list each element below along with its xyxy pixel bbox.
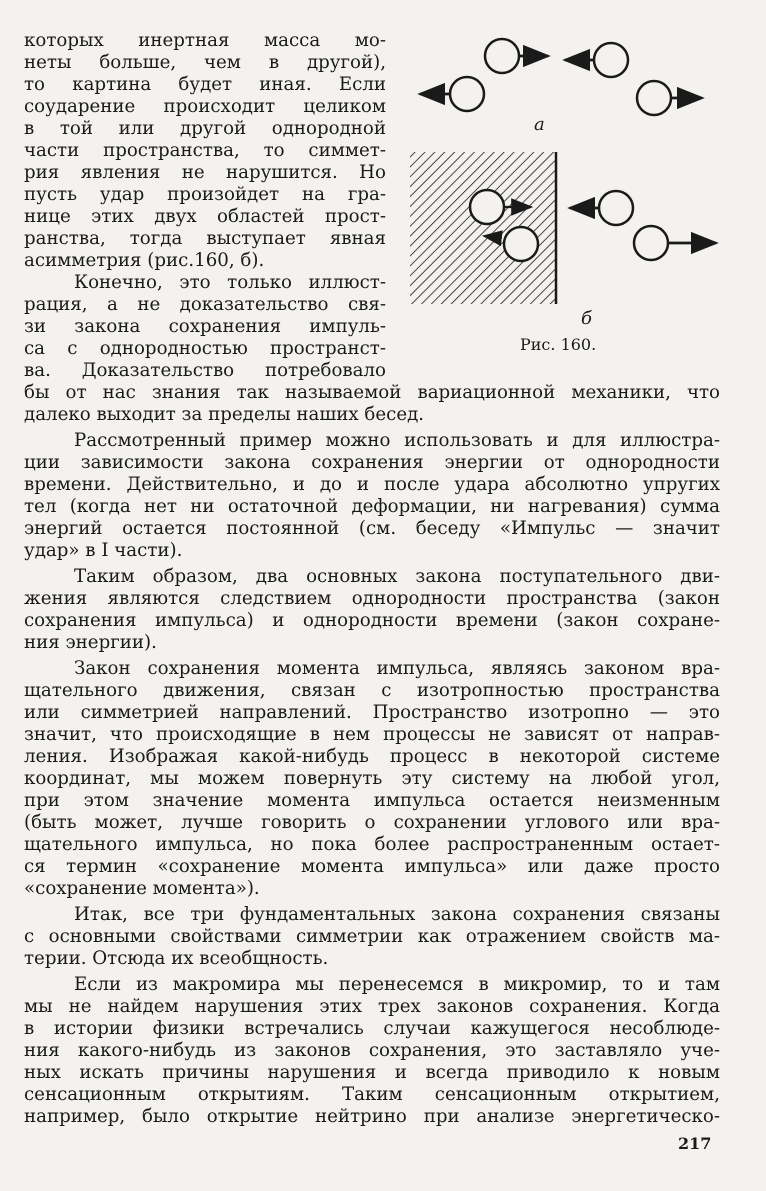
ball: [634, 226, 668, 260]
figure-label-b: б: [581, 308, 592, 329]
ball: [485, 39, 519, 73]
text-line: ния какого-нибудь из законов сохранения, это заставляло уче-: [24, 1040, 720, 1061]
text-line: зи закона сохранения импуль-: [24, 316, 386, 337]
text-line: с основными свойствами симметрии как отражением свойств ма-: [24, 926, 720, 947]
text-line: например, было открытие нейтрино при анализе энергетическо-: [24, 1106, 720, 1127]
ball: [504, 227, 538, 261]
text-line: Рассмотренный пример можно использовать и для иллюстра-: [74, 430, 720, 451]
text-line: тел (когда нет ни остаточной деформации, ни нагревания) сумма: [24, 496, 720, 517]
text-line: асимметрия (рис.160, б).: [24, 250, 265, 271]
text-line: ранства, тогда выступает явная: [24, 228, 386, 249]
text-line: мы не найдем нарушения этих трех законов сохранения. Когда: [24, 996, 720, 1017]
text-line: энергий остается постоянной (см. беседу «Импульс — значит: [24, 518, 720, 539]
text-line: координат, мы можем повернуть эту систему на любой угол,: [24, 768, 720, 789]
ball: [599, 191, 633, 225]
text-line: то картина будет иная. Если: [24, 74, 386, 95]
figure-160: [400, 18, 746, 362]
text-line: в той или другой однородной: [24, 118, 386, 139]
text-line: щательного движения, связан с изотропностью пространства: [24, 680, 720, 701]
text-line: значит, что происходящие в нем процессы не зависят от направ-: [24, 724, 720, 745]
text-line: ся термин «сохранение момента импульса» или даже просто: [24, 856, 720, 877]
text-line: терии. Отсюда их всеобщность.: [24, 948, 329, 969]
text-line: рия явления не нарушится. Но: [24, 162, 386, 183]
text-line: в истории физики встречались случаи кажущегося несоблюде-: [24, 1018, 720, 1039]
text-line: Конечно, это только иллюст-: [74, 272, 386, 293]
text-line: жения являются следствием однородности пространства (закон: [24, 588, 720, 609]
text-line: соударение происходит целиком: [24, 96, 386, 117]
text-line: нице этих двух областей прост-: [24, 206, 386, 227]
figure-caption: Рис. 160.: [520, 335, 597, 354]
text-line: ции зависимости закона сохранения энергии от однородности: [24, 452, 720, 473]
text-line: пусть удар произойдет на гра-: [24, 184, 386, 205]
text-line: далеко выходит за пределы наших бесед.: [24, 404, 425, 425]
ball: [594, 43, 628, 77]
ball: [450, 77, 484, 111]
text-line: которых инертная масса мо-: [24, 30, 386, 51]
text-line: рация, а не доказательство свя-: [24, 294, 386, 315]
ball: [637, 81, 671, 115]
hatched-region: [410, 152, 556, 304]
text-line: ния энергии).: [24, 632, 157, 653]
text-line: Если из макромира мы перенесемся в микромир, то и там: [74, 974, 720, 995]
text-line: Итак, все три фундаментальных закона сохранения связаны: [74, 904, 720, 925]
panel-b: [410, 152, 716, 329]
text-line: (быть может, лучше говорить о сохранении углового или вра-: [24, 812, 720, 833]
text-line: удар» в I части).: [24, 540, 183, 561]
ball: [470, 190, 504, 224]
text-line: при этом значение момента импульса остается неизменным: [24, 790, 720, 811]
text-line: времени. Действительно, и до и после удара абсолютно упругих: [24, 474, 720, 495]
text-line: сохранения импульса) и однородности времени (закон сохране-: [24, 610, 720, 631]
text-line: Таким образом, два основных закона поступательного дви-: [74, 566, 720, 587]
panel-a: [420, 39, 702, 135]
text-line: или симметрией направлений. Пространство изотропно — это: [24, 702, 720, 723]
figure-label-a: а: [534, 114, 545, 135]
text-line: части пространства, то симмет-: [24, 140, 386, 161]
text-line: щательного импульса, но пока более распространенным остает-: [24, 834, 720, 855]
text-line: са с однородностью пространст-: [24, 338, 386, 359]
text-line: ных искать причины нарушения и всегда приводило к новым: [24, 1062, 720, 1083]
text-line: сенсационным открытиям. Таким сенсационным открытием,: [24, 1084, 720, 1105]
page-number: 217: [678, 1134, 712, 1153]
text-line: ва. Доказательство потребовало: [24, 360, 386, 381]
text-line: бы от нас знания так называемой вариационной механики, что: [24, 382, 720, 403]
text-line: неты больше, чем в другой),: [24, 52, 386, 73]
text-line: «сохранение момента»).: [24, 878, 260, 899]
text-line: Закон сохранения момента импульса, являясь законом вра-: [74, 658, 720, 679]
text-line: ления. Изображая какой-нибудь процесс в некоторой системе: [24, 746, 720, 767]
